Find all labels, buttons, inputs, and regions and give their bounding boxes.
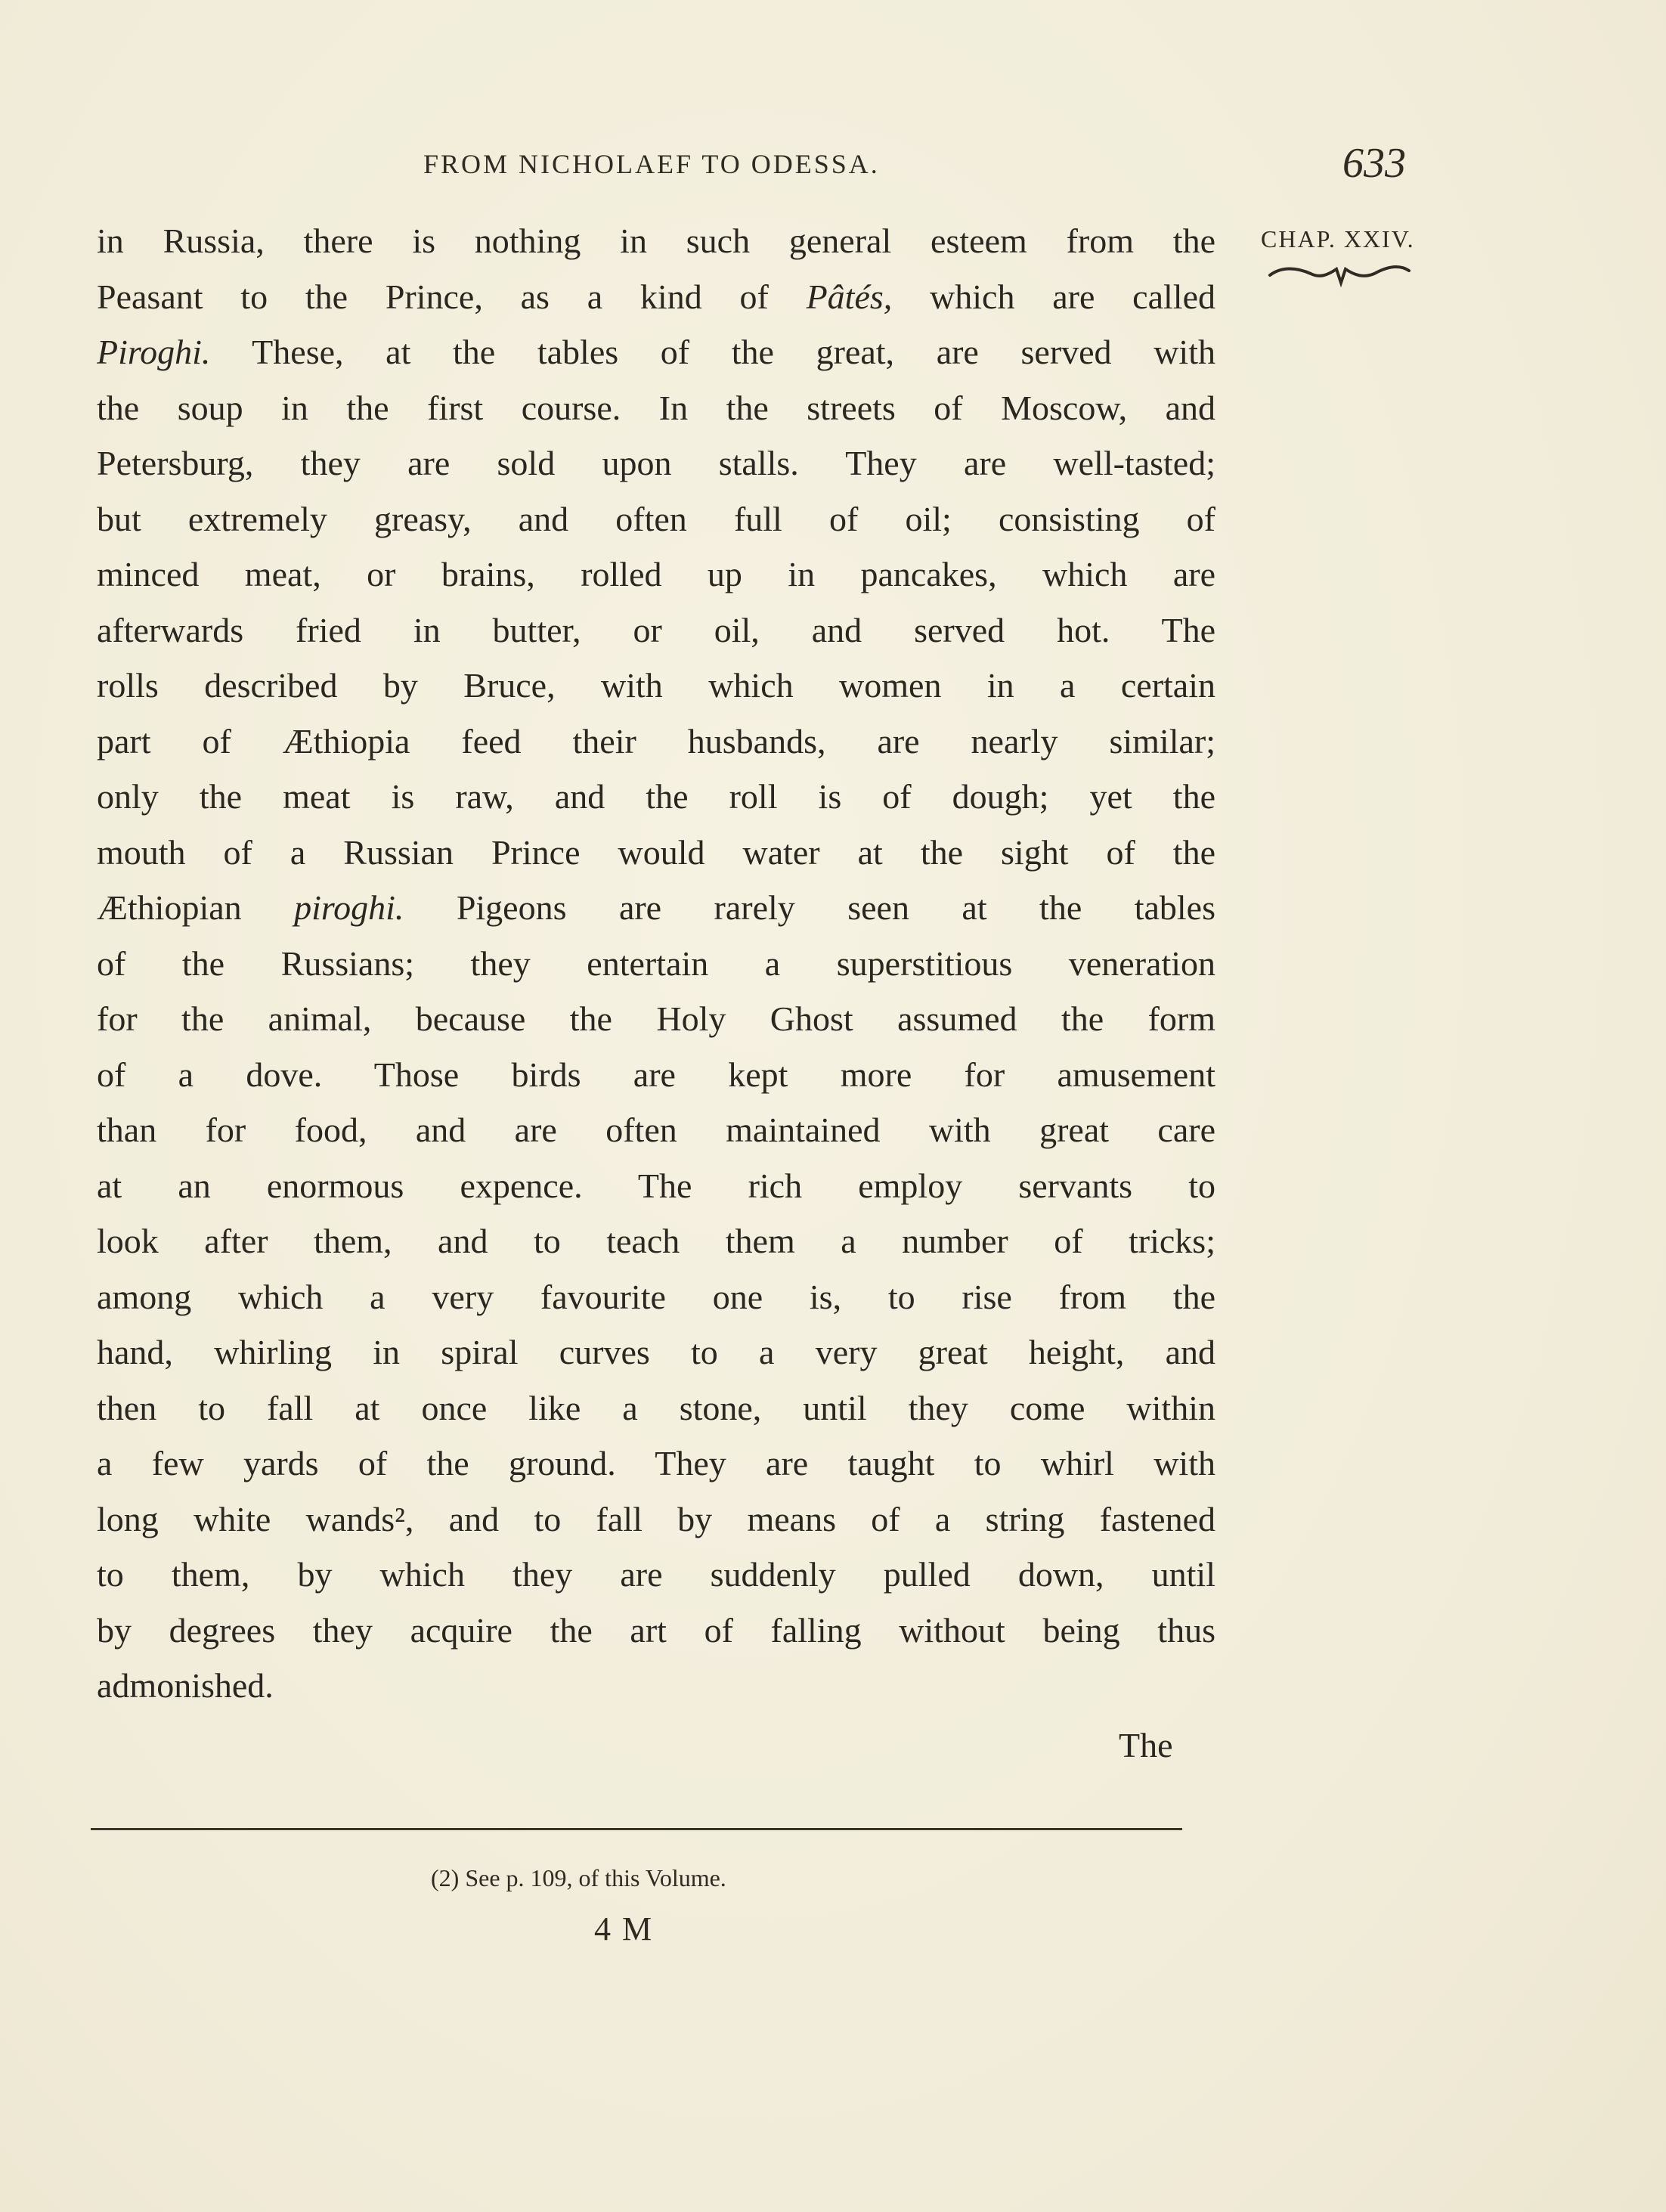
catchword: The [1119,1726,1173,1764]
chapter-marginal-note: CHAP. XXIV. [1261,225,1415,252]
text-line: admonished. [97,1666,274,1705]
text-line: than for food, and are often maintained with great care [97,1111,1215,1149]
text-line: look after them, and to teach them a number of tricks; [97,1222,1215,1260]
text-line: minced meat, or brains, rolled up in pancakes, which are [97,555,1215,593]
text-line: by degrees they acquire the art of falling without being thus [97,1610,1215,1650]
text-line: in Russia, there is nothing in such general esteem from the [97,222,1215,260]
running-title: FROM NICHOLAEF TO ODESSA. [423,149,880,179]
flourish-ornament-icon [1267,260,1412,293]
text-line: to them, by which they are suddenly pulled down, until [97,1555,1215,1594]
text-line: rolls described by Bruce, with which women in a certain [97,666,1215,705]
text-line: a few yards of the ground. They are taught to whirl with [97,1444,1215,1482]
text-line: the soup in the first course. In the streets of Moscow, and [97,388,1215,427]
text-line: Piroghi. These, at the tables of the great, are served with [97,333,1215,371]
text-line: part of Æthiopia feed their husbands, are nearly similar; [97,721,1215,761]
text-line: for the animal, because the Holy Ghost assumed the form [97,999,1215,1038]
text-line: only the meat is raw, and the roll is of dough; yet the [97,777,1215,816]
footnote-rule [91,1828,1182,1830]
text-line: Æthiopian piroghi. Pigeons are rarely seen at the tables [97,888,1215,927]
text-line: mouth of a Russian Prince would water at the sight of the [97,832,1215,872]
footnote: (2) See p. 109, of this Volume. [431,1864,726,1891]
text-line: among which a very favourite one is, to rise from the [97,1277,1215,1316]
text-line: then to fall at once like a stone, until they come within [97,1388,1215,1427]
text-line: of the Russians; they entertain a superstitious veneration [97,943,1215,983]
text-line: Petersburg, they are sold upon stalls. They are well-tasted; [97,444,1215,482]
text-line: Peasant to the Prince, as a kind of Pâtés, which are called [97,277,1215,316]
text-line: long white wands², and to fall by means of a string fastened [97,1499,1215,1538]
text-line: at an enormous expence. The rich employ servants to [97,1166,1215,1205]
text-line: hand, whirling in spiral curves to a very great height, and [97,1333,1215,1371]
body-text [97,213,1215,1714]
text-line: afterwards fried in butter, or oil, and served hot. The [97,610,1215,649]
signature-mark: 4 M [594,1910,654,1947]
text-line: of a dove. Those birds are kept more for amusement [97,1055,1215,1094]
page-number: 633 [1342,140,1406,187]
text-line: but extremely greasy, and often full of oil; consisting of [97,499,1215,538]
